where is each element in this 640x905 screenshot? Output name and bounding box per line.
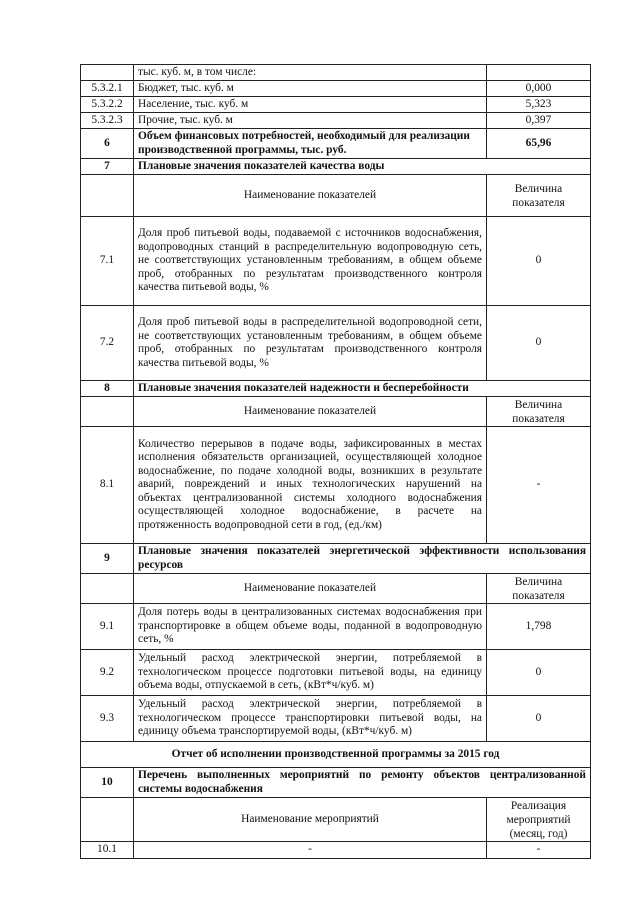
table-row xyxy=(81,696,591,742)
section-number: 10 xyxy=(81,768,134,798)
row-value: 5,323 xyxy=(487,97,591,113)
row-description: Доля проб питьевой воды в распределительной водопроводной сети, не соответствующих установленным требованиям, в общем объеме проб, отобранных по результатам производственного контроля качества питьевой воды, % xyxy=(134,306,487,381)
empty-cell xyxy=(81,397,134,427)
section-row xyxy=(81,381,591,397)
section-number: 9 xyxy=(81,544,134,574)
table-header-row xyxy=(81,397,591,427)
table-row xyxy=(81,129,591,159)
empty-cell xyxy=(81,175,134,217)
row-value: - xyxy=(487,427,591,544)
section-title: Плановые значения показателей надежности и бесперебойности xyxy=(134,381,591,397)
row-value: 0,397 xyxy=(487,113,591,129)
report-title-row xyxy=(81,742,591,768)
row-description: Удельный расход электрической энергии, потребляемой в технологическом процессе подготовки питьевой воды, на единицу объема воды, отпускаемой в сеть, (кВт*ч/куб. м) xyxy=(134,650,487,696)
section-row xyxy=(81,768,591,798)
section-row xyxy=(81,544,591,574)
row-number: 9.3 xyxy=(81,696,134,742)
row-number: 10.1 xyxy=(81,842,134,859)
row-number: 6 xyxy=(81,129,134,159)
row-value: - xyxy=(487,842,591,859)
row-value xyxy=(487,65,591,81)
table-row xyxy=(81,113,591,129)
row-description: Количество перерывов в подаче воды, зафиксированных в местах исполнения обязательств организацией, осуществляющей холодное водоснабжение, по подаче холодной воды, возникших в результате аварий, повреждений и иных технологических нарушений на объектах централизованной системы холодного водоснабжения осуществляющей холодное водоснабжение, в расчете на протяженность водопроводной сети в год, (ед./км) xyxy=(134,427,487,544)
row-description: Объем финансовых потребностей, необходимый для реализации производственной программы, тыс. руб. xyxy=(134,129,487,159)
table-row xyxy=(81,97,591,113)
table-header-row xyxy=(81,175,591,217)
row-description: Доля проб питьевой воды, подаваемой с источников водоснабжения, водопроводных станций в распределительную водопроводную сеть, не соответствующих установленным требованиям, в общем объеме проб, отобранных по результатам производственного контроля качества питьевой воды, % xyxy=(134,217,487,306)
table-row xyxy=(81,650,591,696)
row-description: тыс. куб. м, в том числе: xyxy=(134,65,487,81)
column-header-name: Наименование мероприятий xyxy=(134,798,487,842)
row-value: 1,798 xyxy=(487,604,591,650)
production-program-table xyxy=(80,64,591,859)
row-value: 0 xyxy=(487,306,591,381)
section-title: Плановые значения показателей энергетической эффективности использования ресурсов xyxy=(134,544,591,574)
row-description: Прочие, тыс. куб. м xyxy=(134,113,487,129)
section-title: Перечень выполненных мероприятий по ремонту объектов централизованной системы водоснабжения xyxy=(134,768,591,798)
row-description: Удельный расход электрической энергии, потребляемой в технологическом процессе транспортировки питьевой воды, на единицу объема транспортируемой воды, (кВт*ч/куб. м) xyxy=(134,696,487,742)
column-header-value: Величина показателя xyxy=(487,574,591,604)
table-row xyxy=(81,604,591,650)
section-number: 8 xyxy=(81,381,134,397)
column-header-name: Наименование показателей xyxy=(134,574,487,604)
row-description: - xyxy=(134,842,487,859)
row-number: 5.3.2.2 xyxy=(81,97,134,113)
section-number: 7 xyxy=(81,159,134,175)
row-number: 7.2 xyxy=(81,306,134,381)
table-row xyxy=(81,81,591,97)
column-header-value: Величина показателя xyxy=(487,397,591,427)
row-number: 9.2 xyxy=(81,650,134,696)
table-header-row xyxy=(81,798,591,842)
document-page xyxy=(80,64,590,859)
column-header-value: Реализация мероприятий (месяц, год) xyxy=(487,798,591,842)
table-row xyxy=(81,427,591,544)
row-number: 7.1 xyxy=(81,217,134,306)
row-number: 5.3.2.1 xyxy=(81,81,134,97)
table-header-row xyxy=(81,574,591,604)
column-header-value: Величина показателя xyxy=(487,175,591,217)
empty-cell xyxy=(81,798,134,842)
row-value: 0 xyxy=(487,696,591,742)
row-description: Доля потерь воды в централизованных системах водоснабжения при транспортировке в общем объеме воды, поданной в водопроводную сеть, % xyxy=(134,604,487,650)
row-description: Бюджет, тыс. куб. м xyxy=(134,81,487,97)
table-row xyxy=(81,842,591,859)
table-row xyxy=(81,306,591,381)
row-number xyxy=(81,65,134,81)
row-number: 5.3.2.3 xyxy=(81,113,134,129)
row-number: 8.1 xyxy=(81,427,134,544)
row-number: 9.1 xyxy=(81,604,134,650)
row-value: 65,96 xyxy=(487,129,591,159)
column-header-name: Наименование показателей xyxy=(134,175,487,217)
row-description: Население, тыс. куб. м xyxy=(134,97,487,113)
row-value: 0 xyxy=(487,650,591,696)
section-row xyxy=(81,159,591,175)
table-row xyxy=(81,65,591,81)
empty-cell xyxy=(81,574,134,604)
column-header-name: Наименование показателей xyxy=(134,397,487,427)
row-value: 0,000 xyxy=(487,81,591,97)
table-row xyxy=(81,217,591,306)
report-title: Отчет об исполнении производственной программы за 2015 год xyxy=(81,742,591,768)
section-title: Плановые значения показателей качества воды xyxy=(134,159,591,175)
row-value: 0 xyxy=(487,217,591,306)
